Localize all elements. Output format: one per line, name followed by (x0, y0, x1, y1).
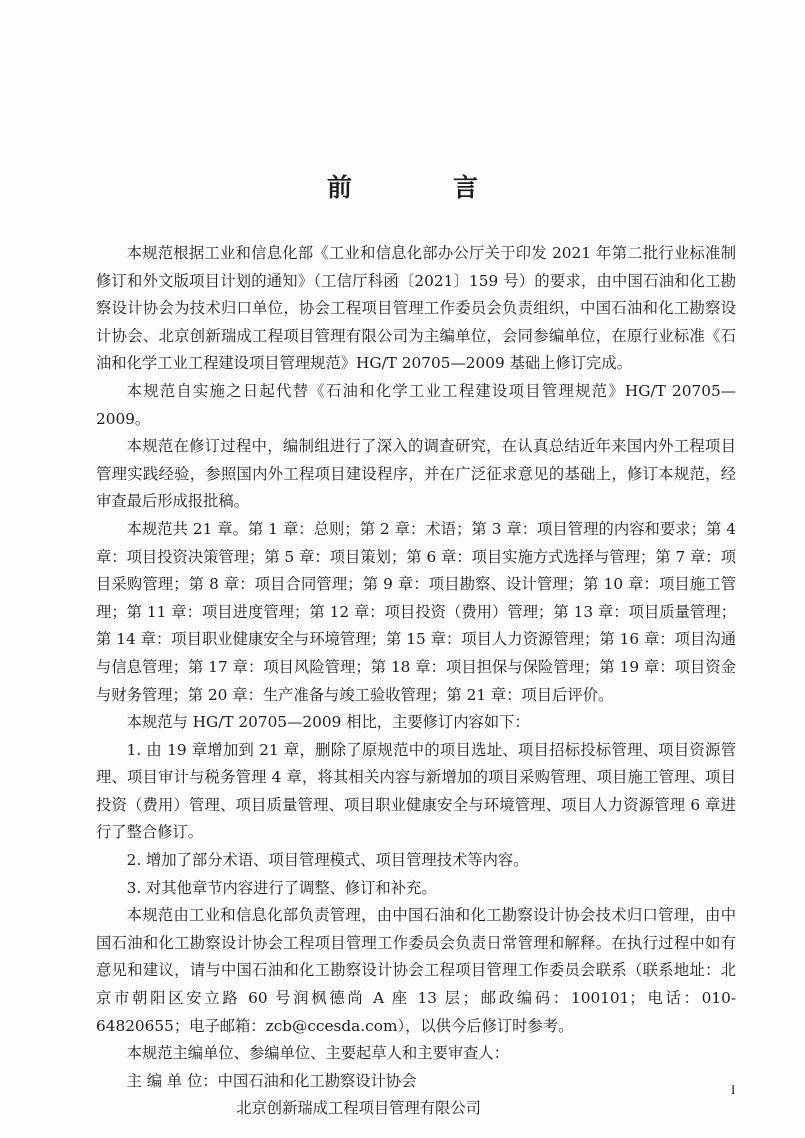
paragraph-chapters: 本规范共 21 章。第 1 章：总则；第 2 章：术语；第 3 章：项目管理的内容和要求；第 4 章：项目投资决策管理；第 5 章：项目策划；第 6 章：项目实施方式选择与管理；第 7 章：项目采购管理；第 8 章：项目合同管理；第 9 章：项目勘察、设计管理；第 10 章：项目施工管理；第 11 章：项目进度管理；第 12 章：项目投资（费用）管理；第 13 章：项目质量管理；第 14 章：项目职业健康安全与环境管理；第 15 章：项目人力资源管理；第 16 章：项目沟通与信息管理；第 17 章：项目风险管理；第 18 章：项目担保与保险管理；第 19 章：项目资金与财务管理；第 20 章：生产准备与竣工验收管理；第 21 章：项目后评价。 (96, 519, 736, 704)
paragraph-replacement: 本规范自实施之日起代替《石油和化学工业工程建设项目管理规范》HG/T 20705—2009。 (96, 381, 736, 428)
paragraph-management-contact: 本规范由工业和信息化部负责管理，由中国石油和化工勘察设计协会技术归口管理，由中国石油和化工勘察设计协会工程项目管理工作委员会负责日常管理和解释。在执行过程中如有意见和建议，请与中国石油和化工勘察设计协会工程项目管理工作委员会联系（联系地址：北京市朝阳区安立路 60 号润枫德尚 A 座 13 层；邮政编码：100101；电话：010-64820655；电子邮箱：zcb@ccesda.com），以供今后修订时参考。 (96, 906, 736, 1035)
paragraph-revision-process: 本规范在修订过程中，编制组进行了深入的调查研究，在认真总结近年来国内外工程项目管理实践经验，参照国内外工程项目建设程序，并在广泛征求意见的基础上，修订本规范，经审查最后形成报批稿。 (96, 437, 736, 511)
chief-editor-unit: 主 编 单 位：中国石油和化工勘察设计协会 (126, 1071, 417, 1090)
paragraph-changes-intro: 本规范与 HG/T 20705—2009 相比，主要修订内容如下： (126, 713, 530, 732)
paragraph-units-intro: 本规范主编单位、参编单位、主要起草人和主要审查人： (126, 1044, 510, 1063)
change-item-2: 2. 增加了部分术语、项目管理模式、项目管理技术等内容。 (126, 851, 529, 870)
paragraph-basis: 本规范根据工业和信息化部《工业和信息化部办公厅关于印发 2021 年第二批行业标准制修订和外文版项目计划的通知》（工信厅科函〔2021〕159 号）的要求，由中国石油和化工勘察设计协会为技术归口单位，协会工程项目管理工作委员会负责组织，中国石油和化工勘察设计协会、北京创新瑞成工程项目管理有限公司为主编单位，会同参编单位，在原行业标准《石油和化学工业工程建设项目管理规范》HG/T 20705—2009 基础上修订完成。 (96, 244, 736, 373)
change-item-3: 3. 对其他章节内容进行了调整、修订和补充。 (126, 878, 437, 897)
page-number: I (731, 1082, 736, 1097)
change-item-1: 1. 由 19 章增加到 21 章，删除了原规范中的项目选址、项目招标投标管理、项目资源管理、项目审计与税务管理 4 章，将其相关内容与新增加的项目采购管理、项目施工管理、项目投资（费用）管理、项目质量管理、项目职业健康安全与环境管理、项目人力资源管理 6 章进行了整合修订。 (96, 740, 736, 842)
chief-editor-unit-2: 北京创新瑞成工程项目管理有限公司 (236, 1099, 481, 1118)
page-title: 前 言 (326, 173, 516, 202)
body-text (96, 240, 736, 1123)
